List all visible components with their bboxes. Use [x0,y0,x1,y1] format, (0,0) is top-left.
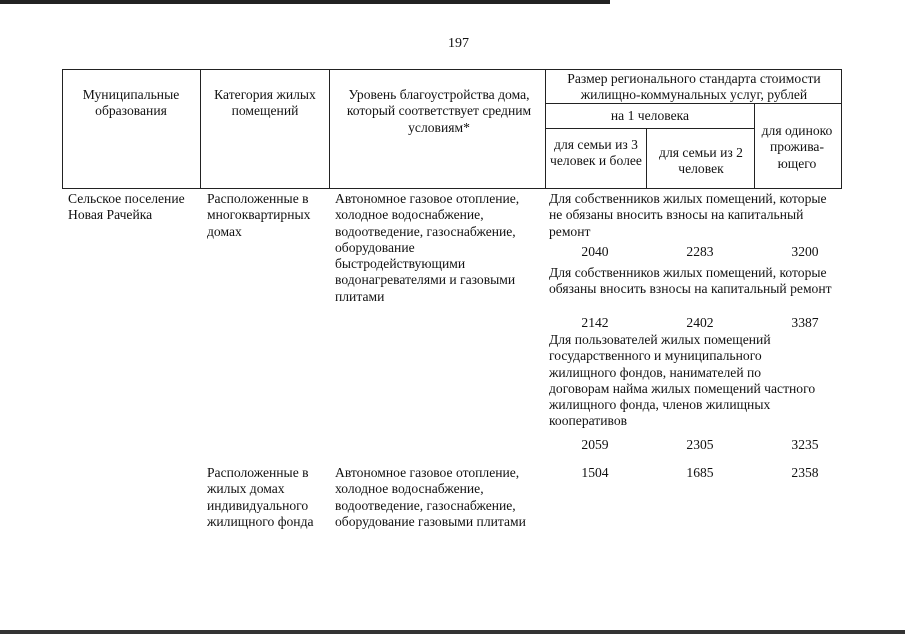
group-label: Для собственников жилых помещений, которые не обязаны вносить взносы на капитальный ремонт [549,191,827,239]
group-label: Для пользователей жилых помещений государственного и муниципального жилищного фондов, нанимателей по договорам найма жилых помещений частного жилищного фонда, членов жилищных кооперативов [549,332,816,429]
page-number: 197 [448,36,469,51]
col-divider [646,128,647,188]
header-single: для одиноко прожива- ющего [761,123,833,171]
value-single: 3235 [791,437,819,452]
row-divider [545,128,755,129]
value-family3: 2040 [581,244,609,259]
scan-bottom-edge [0,630,905,634]
header-family2: для семьи из 2 человек [659,145,743,177]
col-divider [329,69,330,188]
value-family2: 2283 [686,244,714,259]
value-family2: 2305 [686,437,714,452]
value-single: 3200 [791,244,819,259]
value-family3: 2059 [581,437,609,452]
value-family2: 2402 [686,315,714,330]
col-divider [200,69,201,188]
header-category: Категория жилых помещений [214,87,316,119]
header-per-person: на 1 человека [610,108,690,123]
header-level: Уровень благоустройства дома, который соответствует средним условиям* [346,87,532,135]
value-family3: 1504 [581,465,609,480]
municipality-name: Сельское поселение Новая Рачейка [68,191,185,223]
row-category: Расположенные в многоквартирных домах [207,191,311,239]
header-standard: Размер регионального стандарта стоимости жилищно-коммунальных услуг, рублей [567,71,821,103]
row-level: Автономное газовое отопление, холодное водоснабжение, водоотведение, газоснабжение, оборудование газовыми плитами [335,465,526,529]
value-family2: 1685 [686,465,714,480]
row-category: Расположенные в жилых домах индивидуального жилищного фонда [207,465,314,529]
value-single: 2358 [791,465,819,480]
row-level: Автономное газовое отопление, холодное водоснабжение, водоотведение, газоснабжение, оборудование быстродействующими водонагревателями и газовыми плитами [335,191,520,304]
value-family3: 2142 [581,315,609,330]
header-municipal: Муниципальные образования [82,87,180,119]
scan-top-edge [0,0,610,4]
header-family3: для семьи из 3 человек и более [550,137,642,169]
col-divider [754,103,755,188]
group-label: Для собственников жилых помещений, которые обязаны вносить взносы на капитальный ремонт [549,265,832,297]
value-single: 3387 [791,315,819,330]
